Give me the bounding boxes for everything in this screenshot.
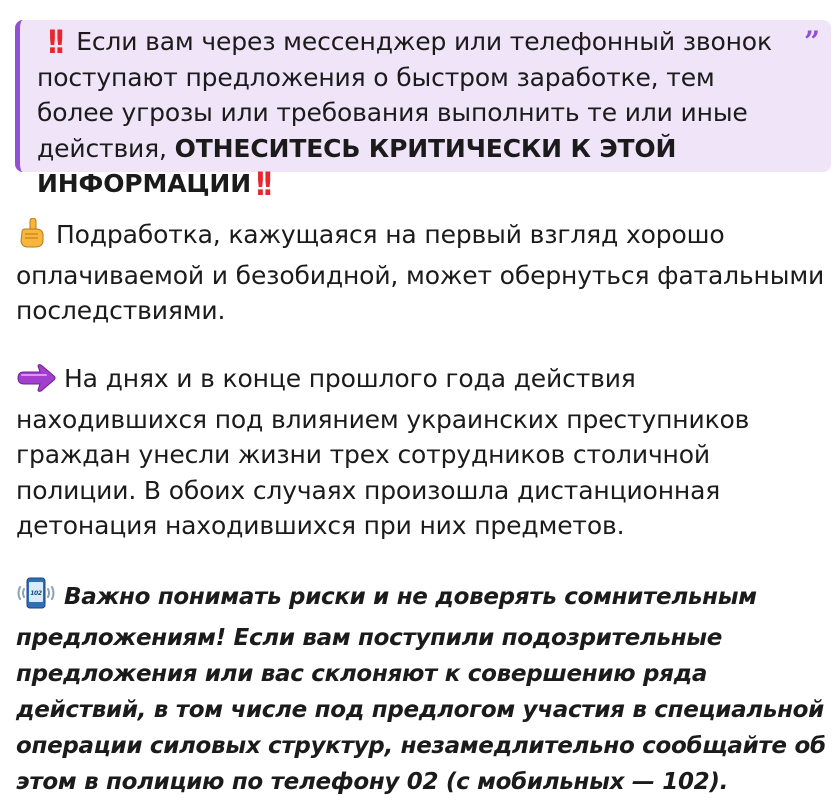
paragraph <box>16 577 834 800</box>
paragraph-text: Важно понимать риски и не доверять сомнительным предложениям! Если вам поступили подозрительные предложения или вас склоняют к совершению ряда действий, в том числе под предлогом участия в специальной операции силовых структур, незамедлительно сообщайте об этом в полицию по телефону 02 (с мобильных — 102). <box>16 584 826 795</box>
quote-emphasis: ОТНЕСИТЕСЬ КРИТИЧЕСКИ К ЭТОЙ ИНФОРМАЦИИ <box>37 133 677 198</box>
blockquote <box>15 20 831 203</box>
double-exclamation-icon: !! <box>254 165 269 203</box>
paragraph <box>16 217 834 329</box>
paragraph <box>16 361 834 544</box>
purple-arrow-right-icon <box>16 364 56 402</box>
pointing-up-hand-icon <box>16 218 48 258</box>
paragraph-text: На днях и в конце прошлого года действия находившихся под влиянием украинских преступников граждан унесли жизни трех сотрудников столичной полиции. В обоих случаях произошла дистанционная детонация находившихся при них предметов. <box>16 364 750 540</box>
double-exclamation-icon: !! <box>46 23 61 61</box>
quote-text: Если вам через мессенджер или телефонный звонок поступают предложения о быстром заработке, тем более угрозы или требования выполнить те или иные действия, <box>37 27 772 163</box>
phone-number-label: 102 <box>30 590 42 597</box>
phone-102-icon <box>16 577 56 620</box>
paragraph-text: Подработка, кажущаяся на первый взгляд хорошо оплачиваемой и безобидной, может обернуться фатальными последствиями. <box>16 220 825 325</box>
quote-mark-icon: ” <box>804 25 820 58</box>
